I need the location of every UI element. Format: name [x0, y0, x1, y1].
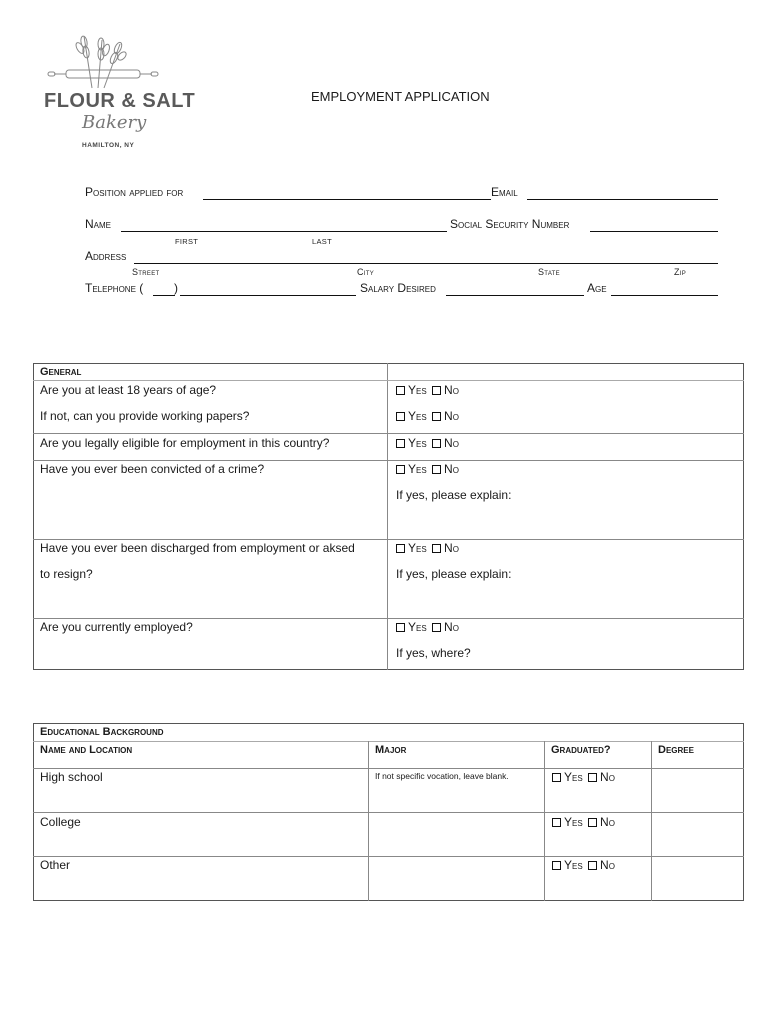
edu-row-college: College	[40, 815, 81, 829]
address-label: Address	[85, 249, 127, 263]
college-no-checkbox[interactable]	[588, 818, 597, 827]
telephone-close-paren: )	[174, 281, 178, 295]
page-title: EMPLOYMENT APPLICATION	[311, 89, 490, 104]
wheat-rolling-pin-icon	[40, 30, 180, 92]
age-yes-checkbox[interactable]	[396, 386, 405, 395]
salary-field[interactable]	[446, 295, 584, 296]
employed-yes-checkbox[interactable]	[396, 623, 405, 632]
crime-yes-checkbox[interactable]	[396, 465, 405, 474]
question-discharged-line2: to resign?	[40, 567, 93, 581]
city-sublabel: City	[357, 267, 375, 277]
college-yes-checkbox[interactable]	[552, 818, 561, 827]
discharged-explain-label: If yes, please explain:	[396, 567, 512, 581]
question-crime: Have you ever been convicted of a crime?	[40, 462, 265, 476]
eligible-yes-checkbox[interactable]	[396, 439, 405, 448]
question-working-papers: If not, can you provide working papers?	[40, 409, 250, 423]
question-discharged-line1: Have you ever been discharged from employment or aksed	[40, 541, 355, 555]
question-age: Are you at least 18 years of age?	[40, 383, 217, 397]
papers-yes-checkbox[interactable]	[396, 412, 405, 421]
eligible-no-checkbox[interactable]	[432, 439, 441, 448]
papers-no-checkbox[interactable]	[432, 412, 441, 421]
other-yes-checkbox[interactable]	[552, 861, 561, 870]
discharged-yes-checkbox[interactable]	[396, 544, 405, 553]
col-name-location: Name and Location	[40, 744, 133, 756]
ssn-label: Social Security Number	[450, 217, 570, 231]
general-divider	[387, 363, 388, 670]
major-hint: If not specific vocation, leave blank.	[375, 771, 509, 781]
bakery-logo	[40, 30, 196, 155]
discharged-no-checkbox[interactable]	[432, 544, 441, 553]
first-sublabel: FIRST	[175, 237, 199, 246]
position-field[interactable]	[203, 199, 491, 200]
brand-name: FLOUR & SALT	[44, 90, 196, 112]
age-no-checkbox[interactable]	[432, 386, 441, 395]
high-school-graduated-choice: Yes No	[552, 770, 615, 784]
college-graduated-choice: Yes No	[552, 815, 615, 829]
edu-row-other: Other	[40, 858, 71, 872]
other-no-checkbox[interactable]	[588, 861, 597, 870]
crime-explain-label: If yes, please explain:	[396, 488, 512, 502]
employed-choice: Yes No	[396, 620, 459, 634]
last-sublabel: LAST	[312, 237, 332, 246]
crime-no-checkbox[interactable]	[432, 465, 441, 474]
salary-label: Salary Desired	[360, 281, 436, 295]
area-code-field[interactable]	[153, 295, 175, 296]
position-label: Position applied for	[85, 185, 184, 199]
name-label: Name	[85, 217, 112, 231]
telephone-field[interactable]	[180, 295, 356, 296]
general-heading: General	[40, 366, 82, 378]
street-sublabel: Street	[132, 267, 160, 277]
col-major: Major	[375, 744, 407, 756]
question-employed: Are you currently employed?	[40, 620, 193, 634]
employed-no-checkbox[interactable]	[432, 623, 441, 632]
high-school-no-checkbox[interactable]	[588, 773, 597, 782]
question-eligible: Are you legally eligible for employment in this country?	[40, 436, 330, 450]
high-school-yes-checkbox[interactable]	[552, 773, 561, 782]
email-label: Email	[491, 185, 518, 199]
eligible-choice: Yes No	[396, 436, 459, 450]
age-label: Age	[587, 281, 607, 295]
education-heading: Educational Background	[40, 726, 164, 738]
telephone-label: Telephone (	[85, 281, 144, 295]
brand-location: HAMILTON, NY	[82, 142, 135, 149]
age-choice: Yes No	[396, 383, 459, 397]
col-graduated: Graduated?	[551, 744, 611, 756]
other-graduated-choice: Yes No	[552, 858, 615, 872]
edu-row-high-school: High school	[40, 770, 103, 784]
col-degree: Degree	[658, 744, 694, 756]
email-field[interactable]	[527, 199, 718, 200]
name-field[interactable]	[121, 231, 447, 232]
ssn-field[interactable]	[590, 231, 718, 232]
brand-script: Bakery	[82, 112, 147, 133]
age-field[interactable]	[611, 295, 718, 296]
discharged-choice: Yes No	[396, 541, 459, 555]
employed-where-label: If yes, where?	[396, 646, 471, 660]
zip-sublabel: Zip	[674, 267, 687, 277]
address-field[interactable]	[134, 263, 718, 264]
state-sublabel: State	[538, 267, 560, 277]
papers-choice: Yes No	[396, 409, 459, 423]
crime-choice: Yes No	[396, 462, 459, 476]
